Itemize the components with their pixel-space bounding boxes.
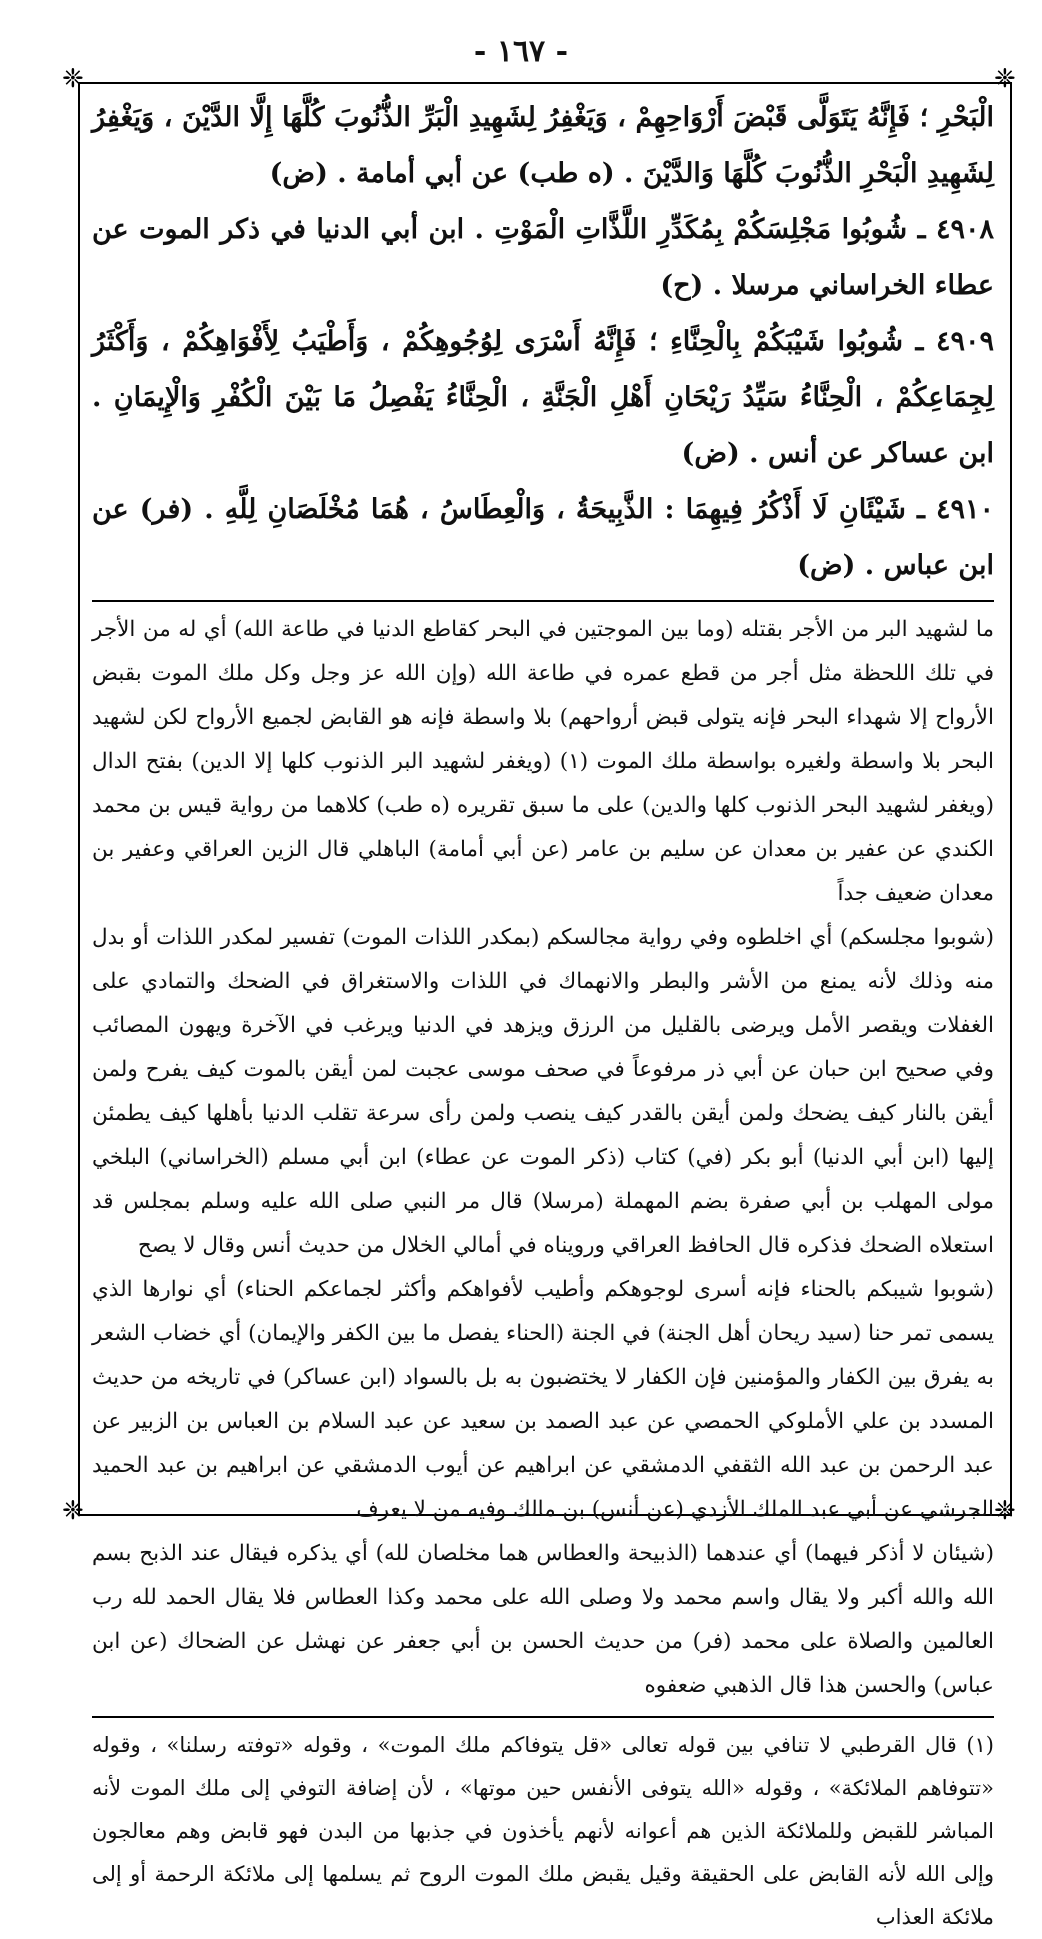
page-body <box>92 90 994 1939</box>
corner-ornament-icon: ❈ <box>994 64 1016 94</box>
footnote-section <box>92 1724 994 1939</box>
corner-ornament-icon: ❈ <box>62 64 84 94</box>
hadith-4909: ٤٩٠٩ ـ شُوبُوا شَيْبَكُمْ بِالْحِنَّاءِ ؛ فَإِنَّهُ أَسْرَى لِوُجُوهِكُمْ ، وَأَطْيَبُ لِأَفْوَاهِكُمْ ، وَأَكْثَرُ لِجِمَاعِكُمْ ، الْحِنَّاءُ سَيِّدُ رَيْحَانِ أَهْلِ الْجَنَّةِ ، الْحِنَّاءُ يَفْصِلُ مَا بَيْنَ الْكُفْرِ وَالْإِيمَانِ . ابن عساكر عن أنس . (ض) <box>92 326 994 469</box>
footnote-divider <box>92 1716 994 1718</box>
corner-ornament-icon: ❈ <box>994 1496 1016 1526</box>
hadith-continuation: الْبَحْرِ ؛ فَإِنَّهُ يَتَوَلَّى قَبْضَ أَرْوَاحِهِمْ ، وَيَغْفِرُ لِشَهِيدِ الْبَرِّ الذُّنُوبَ كُلَّهَا إِلَّا الدَّيْنَ ، وَيَغْفِرُ لِشَهِيدِ الْبَحْرِ الذُّنُوبَ كُلَّهَا وَالدَّيْنَ . (ه طب) عن أبي أمامة . (ض) <box>92 102 994 189</box>
commentary-paragraph: (شوبوا شيبكم بالحناء فإنه أسرى لوجوهكم وأطيب لأفواهكم وأكثر لجماعكم الحناء) أي نوارها الذي يسمى تمر حنا (سيد ريحان أهل الجنة) في الجنة (الحناء يفصل ما بين الكفر والإيمان) أي خضاب الشعر به يفرق بين الكفار والمؤمنين فإن الكفار لا يختضبون به بل بالسواد (ابن عساكر) في تاريخه من حديث المسدد بن علي الأملوكي الحمصي عن عبد الصمد بن سعيد عن عبد السلام بن العباس بن الزبير عن عبد الرحمن بن عبد الله الثقفي الدمشقي عن ابراهيم عن أيوب الدمشقي عن ابراهيم بن عبد الحميد الجرشي عن أبي عبد الملك الأزدي (عن أنس) بن مالك وفيه من لا يعرف <box>92 1277 994 1522</box>
hadith-4910: ٤٩١٠ ـ شَيْئَانِ لَا أَذْكُرُ فِيهِمَا : الذَّبِيحَةُ ، وَالْعِطَاسُ ، هُمَا مُخْلَصَانِ لِلَّهِ . (فر) عن ابن عباس . (ض) <box>92 494 994 581</box>
corner-ornament-icon: ❈ <box>62 1496 84 1526</box>
commentary-paragraph: ما لشهيد البر من الأجر بقتله (وما بين الموجتين في البحر كقاطع الدنيا في طاعة الله) أي له من الأجر في تلك اللحظة مثل أجر من قطع عمره في طاعة الله (وإن الله عز وجل وكل ملك الموت بقبض الأرواح إلا شهداء البحر فإنه يتولى قبض أرواحهم) بلا واسطة فإنه هو القابض لجميع الأرواح لكن لشهيد البحر بلا واسطة ولغيره بواسطة ملك الموت (١) (ويغفر لشهيد البر الذنوب كلها إلا الدين) بفتح الدال (ويغفر لشهيد البحر الذنوب كلها والدين) على ما سبق تقريره (ه طب) كلاهما من رواية قيس بن محمد الكندي عن عفير بن معدان عن سليم بن عامر (عن أبي أمامة) الباهلي قال الزين العراقي وعفير بن معدان ضعيف جداً <box>92 617 994 906</box>
footnote-text: (١) قال القرطبي لا تنافي بين قوله تعالى «قل يتوفاكم ملك الموت» ، وقوله «توفته رسلنا» ، وقوله «تتوفاهم الملائكة» ، وقوله «الله يتوفى الأنفس حين موتها» ، لأن إضافة التوفي إلى ملك الموت لأنه المباشر للقبض وللملائكة الذين هم أعوانه لأنهم يأخذون في جذبها من البدن فهو قابض وهم معالجون وإلى الله لأنه القابض على الحقيقة وقيل يقبض ملك الموت الروح ثم يسلمها إلى ملائكة الرحمة أو إلى ملائكة العذاب <box>92 1733 994 1929</box>
section-divider <box>92 600 994 602</box>
commentary-paragraph: (شيئان لا أذكر فيهما) أي عندهما (الذبيحة والعطاس هما مخلصان لله) أي يذكره فيقال عند الذبح بسم الله والله أكبر ولا يقال واسم محمد ولا وصلى الله على محمد وكذا العطاس فلا يقال الحمد لله رب العالمين والصلاة على محمد (فر) من حديث الحسن بن أبي جعفر عن نهشل عن الضحاك (عن ابن عباس) والحسن هذا قال الذهبي ضعفوه <box>92 1541 994 1698</box>
commentary-section <box>92 608 994 1708</box>
hadith-4908: ٤٩٠٨ ـ شُوبُوا مَجْلِسَكُمْ بِمُكَدِّرِ اللَّذَّاتِ الْمَوْتِ . ابن أبي الدنيا في ذكر الموت عن عطاء الخراساني مرسلا . (ح) <box>92 214 994 301</box>
page-number: - ١٦٧ - <box>473 34 569 69</box>
hadith-section <box>92 90 994 594</box>
commentary-paragraph: (شوبوا مجلسكم) أي اخلطوه وفي رواية مجالسكم (بمكدر اللذات الموت) تفسير لمكدر اللذات أو بدل منه وذلك لأنه يمنع من الأشر والبطر والانهماك في اللذات والاستغراق في الضحك والتمادي على الغفلات ويقصر الأمل ويرضى بالقليل من الرزق ويزهد في الدنيا ويرغب في الآخرة ويهون المصائب وفي صحيح ابن حبان عن أبي ذر مرفوعاً في صحف موسى عجبت لمن أيقن بالموت كيف يفرح ولمن أيقن بالنار كيف يضحك ولمن أيقن بالقدر كيف ينصب ولمن رأى سرعة تقلب الدنيا بأهلها كيف يطمئن إليها (ابن أبي الدنيا) أبو بكر (في) كتاب (ذكر الموت عن عطاء) ابن أبي مسلم (الخراساني) البلخي مولى المهلب بن أبي صفرة بضم المهملة (مرسلا) قال مر النبي صلى الله عليه وسلم بمجلس قد استعلاه الضحك فذكره قال الحافظ العراقي ورويناه في أمالي الخلال من حديث أنس وقال لا يصح <box>92 925 994 1258</box>
